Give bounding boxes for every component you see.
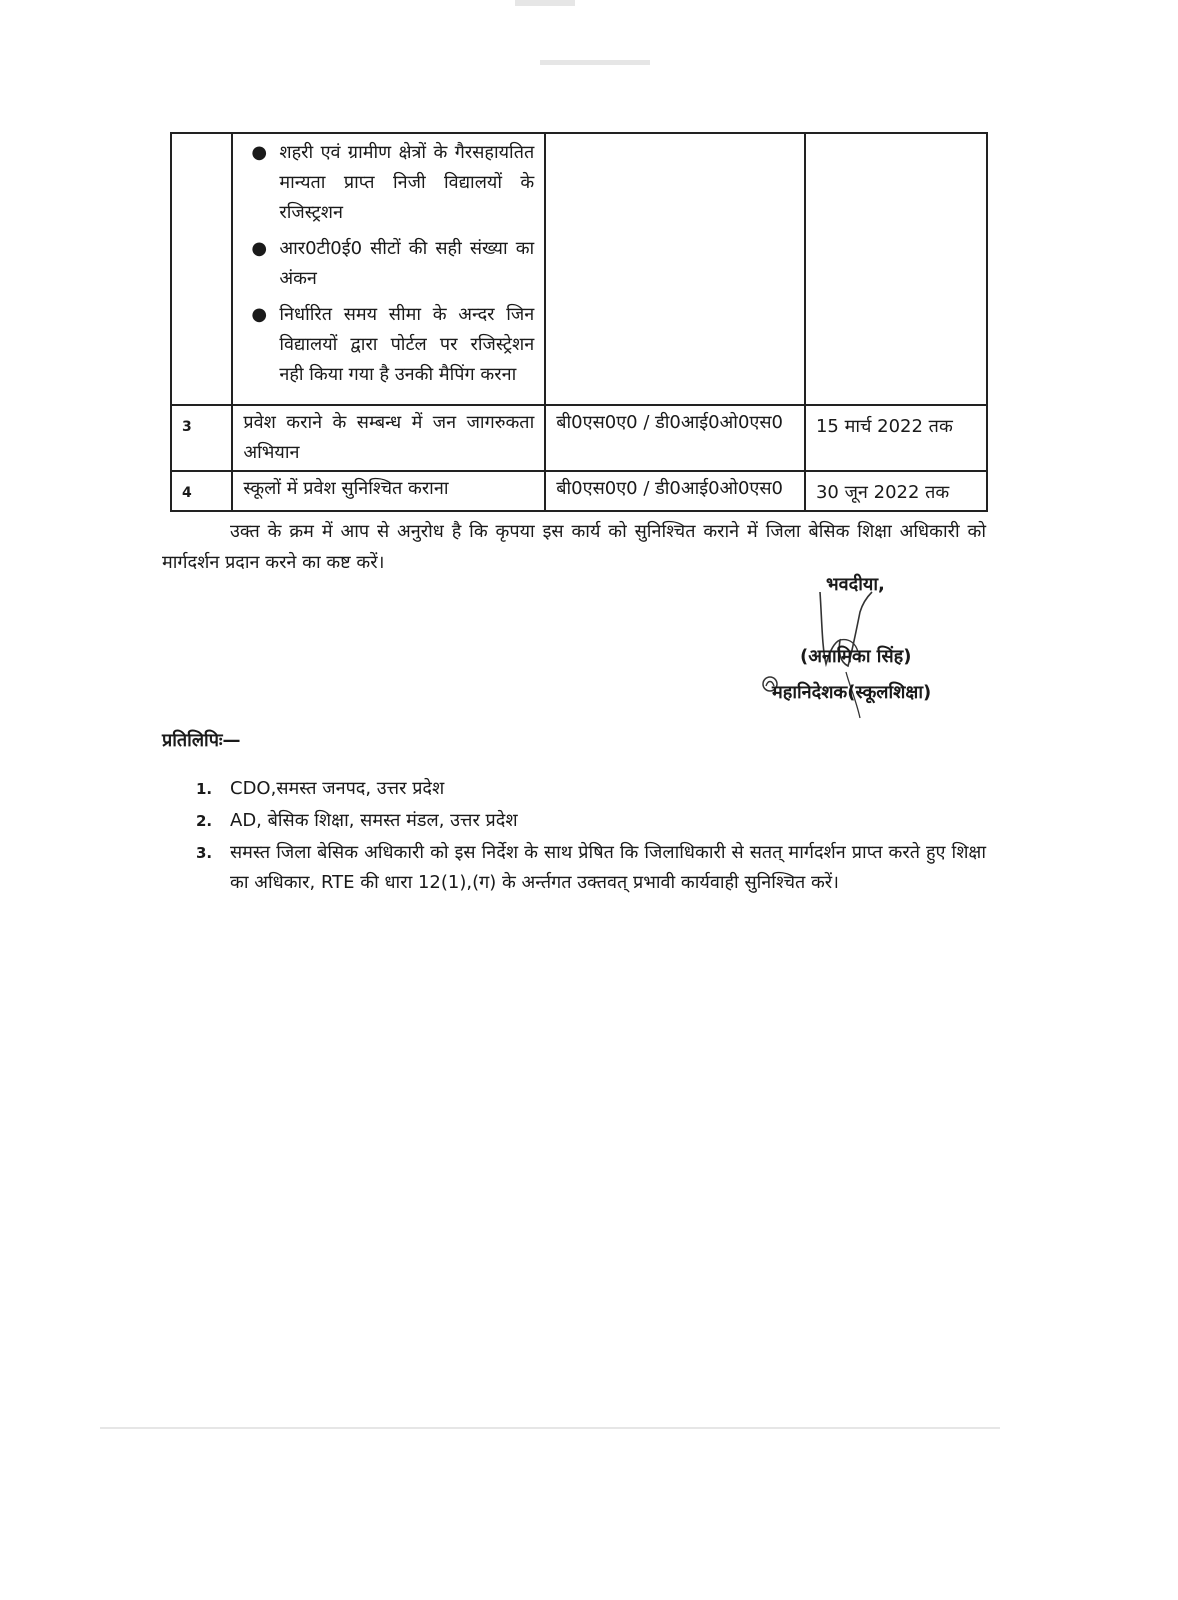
activity-cell: स्कूलों में प्रवेश सुनिश्चित कराना (232, 471, 545, 511)
responsible-cell: बी0एस0ए0 / डी0आई0ओ0एस0 (545, 405, 805, 471)
copy-list (196, 774, 986, 900)
signatory-designation: महानिदेशक(स्कूलशिक्षा) (772, 682, 932, 703)
list-item: 1. CDO,समस्त जनपद, उत्तर प्रदेश (196, 778, 445, 799)
list-item: ● शहरी एवं ग्रामीण क्षेत्रों के गैरसहायतित मान्यता प्राप्त निजी विद्यालयों के रजिस्ट्रशन (279, 138, 534, 228)
list-item: ● निर्धारित समय सीमा के अन्दर जिन विद्यालयों द्वारा पोर्टल पर रजिस्ट्रेशन नही किया गया है उनकी मैपिंग करना (279, 300, 534, 390)
row-number: 4 (171, 471, 232, 511)
signatory-name: (अनामिका सिंह) (800, 646, 912, 667)
request-paragraph: उक्त के क्रम में आप से अनुरोध है कि कृपया इस कार्य को सुनिश्चित कराने में जिला बेसिक शिक्षा अधिकारी को मार्गदर्शन प्रदान करने का कष्ट करें। (162, 521, 986, 573)
deadline-cell: 15 मार्च 2022 तक (805, 405, 987, 471)
list-item: 3. समस्त जिला बेसिक अधिकारी को इस निर्देश के साथ प्रेषित कि जिलाधिकारी से सतत् मार्गदर्शन प्राप्त करते हुए शिक्षा का अधिकार, RTE की धारा 12(1),(ग) के अर्न्तगत उक्तवत् प्रभावी कार्यवाही सुनिश्चित करें। (196, 842, 986, 893)
responsible-cell: बी0एस0ए0 / डी0आई0ओ0एस0 (545, 471, 805, 511)
table-row (171, 405, 987, 471)
deadline-cell: 30 जून 2022 तक (805, 471, 987, 511)
signature-block (760, 572, 980, 732)
copy-heading: प्रतिलिपिः— (162, 730, 241, 751)
schedule-table (170, 132, 988, 512)
deadline-cell (805, 133, 987, 405)
bullet-icon: ● (251, 238, 268, 259)
table-row (171, 471, 987, 511)
bullet-icon: ● (251, 142, 268, 163)
list-item: ● आर0टी0ई0 सीटों की सही संख्या का अंकन (279, 234, 534, 294)
scan-artifact (100, 1427, 1000, 1429)
row-number (171, 133, 232, 405)
scan-artifact (540, 60, 650, 65)
bullet-list (243, 138, 534, 390)
activity-cell (232, 133, 545, 405)
table-row (171, 133, 987, 405)
signature-closing: भवदीया, (826, 574, 885, 595)
bullet-icon: ● (251, 304, 268, 325)
responsible-cell (545, 133, 805, 405)
scan-artifact (515, 0, 575, 6)
activity-cell: प्रवेश कराने के सम्बन्ध में जन जागरुकता अभियान (232, 405, 545, 471)
row-number: 3 (171, 405, 232, 471)
list-item: 2. AD, बेसिक शिक्षा, समस्त मंडल, उत्तर प्रदेश (196, 810, 518, 831)
